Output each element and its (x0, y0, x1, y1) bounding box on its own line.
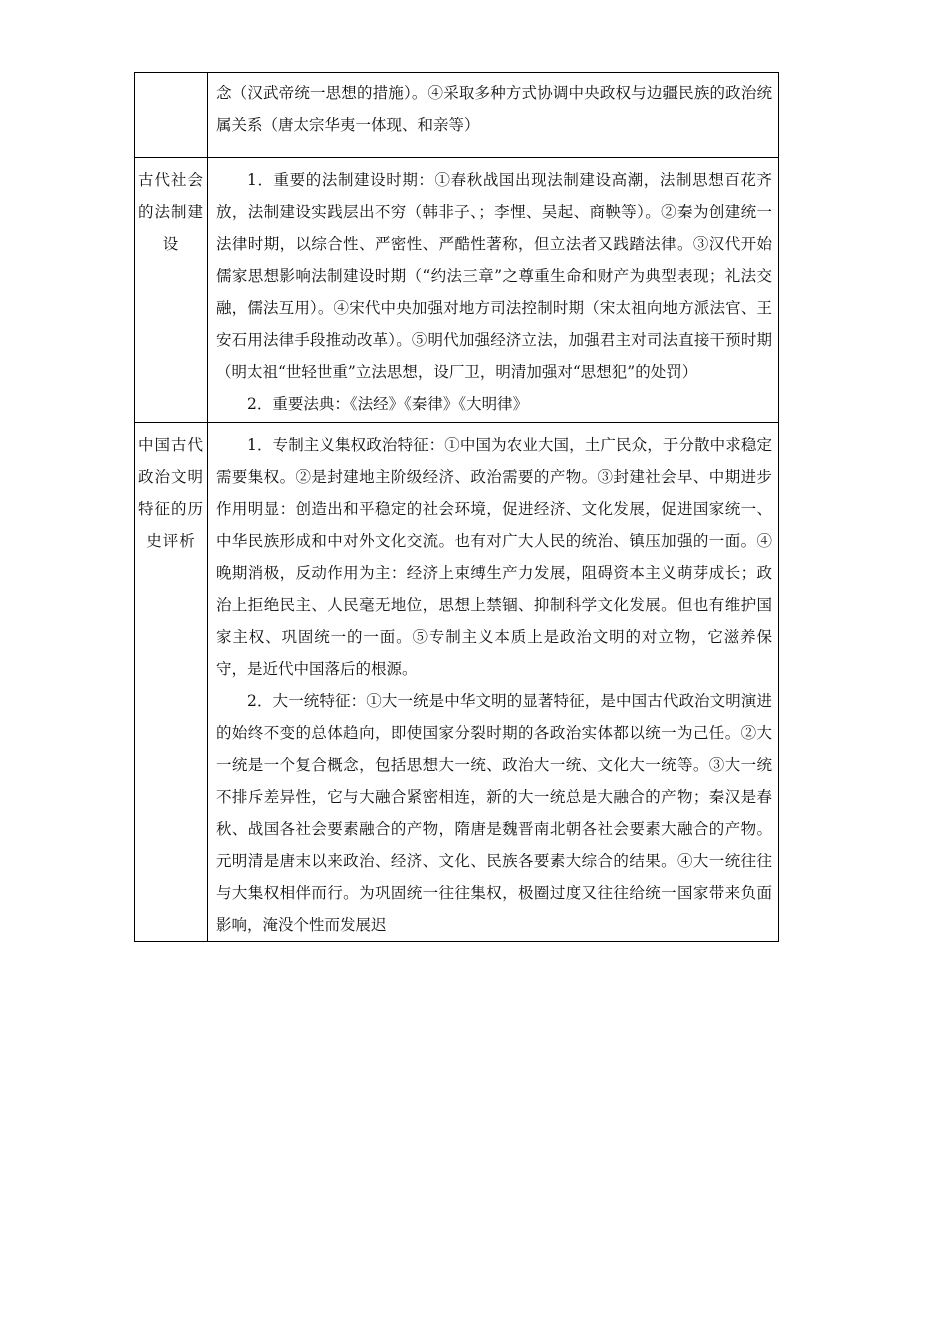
row-content-cell (208, 423, 779, 942)
paragraph: 念（汉武帝统一思想的措施）。④采取多种方式协调中央政权与边疆民族的政治统属关系（唐太宗华夷一体现、和亲等） (216, 84, 772, 134)
row-label: 中国古代政治文明特征的历史评析 (137, 436, 204, 550)
paragraph: 2．大一统特征：①大一统是中华文明的显著特征，是中国古代政治文明演进的始终不变的总体趋向，即使国家分裂时期的各政治实体都以统一为己任。②大一统是一个复合概念，包括思想大一统、政治大一统、文化大一统等。③大一统不排斥差异性，它与大融合紧密相连，新的大一统总是大融合的产物；秦汉是春秋、战国各社会要素融合的产物，隋唐是魏晋南北朝各社会要素大融合的产物。元明清是唐末以来政治、经济、文化、民族各要素大综合的结果。④大一统往往与大集权相伴而行。为巩固统一往往集权，极圈过度又往往给统一国家带来负面影响，淹没个性而发展迟 (216, 692, 772, 934)
paragraph: 1．重要的法制建设时期：①春秋战国出现法制建设高潮，法制思想百花齐放，法制建设实践层出不穷（韩非子、；李悝、吴起、商鞅等）。②秦为创建统一法律时期，以综合性、严密性、严酷性著称，但立法者又践踏法律。③汉代开始儒家思想影响法制建设时期（“约法三章”之尊重生命和财产为典型表现；礼法交融，儒法互用）。④宋代中央加强对地方司法控制时期（宋太祖向地方派法官、王安石用法律手段推动改革）。⑤明代加强经济立法，加强君主对司法直接干预时期（明太祖“世轻世重”立法思想，设厂卫，明清加强对“思想犯”的处罚） (216, 171, 772, 381)
table-row (135, 158, 779, 423)
row-label-cell (135, 423, 208, 942)
table-row (135, 73, 779, 158)
row-label (135, 73, 207, 79)
content-table (134, 72, 779, 942)
table-row (135, 423, 779, 942)
row-content-cell (208, 158, 779, 423)
paragraph: 1．专制主义集权政治特征：①中国为农业大国，土广民众，于分散中求稳定需要集权。②是封建地主阶级经济、政治需要的产物。③封建社会早、中期进步作用明显：创造出和平稳定的社会环境，促进经济、文化发展，促进国家统一、中华民族形成和中对外文化交流。也有对广大人民的统治、镇压加强的一面。④晚期消极，反动作用为主：经济上束缚生产力发展，阻碍资本主义萌芽成长；政治上拒绝民主、人民毫无地位，思想上禁锢、抑制科学文化发展。但也有维护国家主权、巩固统一的一面。⑤专制主义本质上是政治文明的对立物，它滋养保守，是近代中国落后的根源。 (216, 436, 772, 678)
row-label-cell (135, 73, 208, 158)
row-label-cell (135, 158, 208, 423)
row-content-cell (208, 73, 779, 158)
paragraph: 2．重要法典：《法经》《秦律》《大明律》 (247, 395, 529, 413)
row-label: 古代社会的法制建设 (137, 171, 204, 253)
